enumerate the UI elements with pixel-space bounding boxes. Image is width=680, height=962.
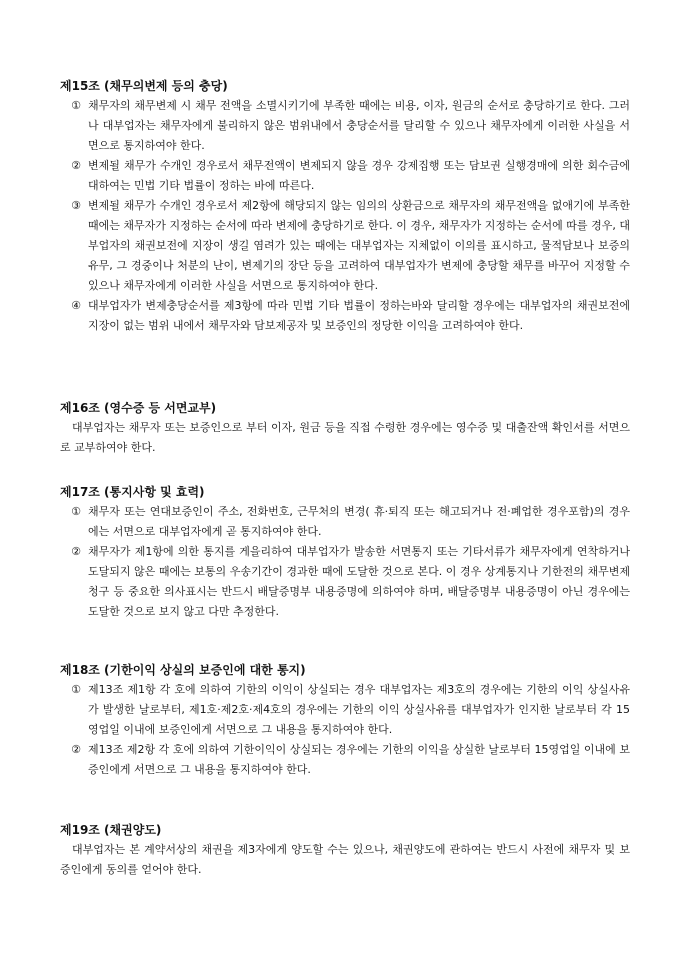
item-text: 제13조 제1항 각 호에 의하여 기한의 이익이 상실되는 경우 대부업자는 제3호의 경우에는 기한의 이익 상실사유가 발생한 날로부터, 제1호·제2호·제4호의 경우에는 기한의 이익 상실사유를 대부업자가 인지한 날로부터 각 15영업일 이내에 보증인에게 서면으로 그 내용을 통지하여야 한다. <box>88 683 630 736</box>
article-17 <box>60 484 630 622</box>
article-heading: 제19조 (채권양도) <box>60 823 162 837</box>
item-number: ② <box>71 159 81 172</box>
article-16 <box>60 400 630 458</box>
article-item <box>60 542 630 622</box>
article-19 <box>60 822 630 880</box>
item-text: 변제될 채무가 수개인 경우로서 채무전액이 변제되지 않을 경우 강제집행 또는 담보권 실행경매에 의한 회수금에 대하여는 민법 기타 법률이 정하는 바에 따른다. <box>88 159 630 192</box>
article-heading: 제17조 (통지사항 및 효력) <box>60 485 205 499</box>
item-number: ② <box>71 545 81 558</box>
article-heading: 제16조 (영수증 등 서면교부) <box>60 401 217 415</box>
article-item <box>60 96 630 156</box>
article-heading: 제15조 (채무의변제 등의 충당) <box>60 79 228 93</box>
article-paragraph: 대부업자는 본 계약서상의 채권을 제3자에게 양도할 수는 있으나, 채권양도에 관하여는 반드시 사전에 채무자 및 보증인에게 동의를 얻어야 한다. <box>60 843 630 876</box>
item-number: ① <box>71 505 81 518</box>
item-text: 채무자 또는 연대보증인이 주소, 전화번호, 근무처의 변경( 휴·퇴직 또는 해고되거나 전·폐업한 경우포함)의 경우에는 서면으로 대부업자에게 곧 통지하여야 한다. <box>88 505 630 538</box>
item-number: ② <box>71 743 81 756</box>
article-15 <box>60 78 630 336</box>
item-text: 변제될 채무가 수개인 경우로서 제2항에 해당되지 않는 임의의 상환금으로 채무자의 채무전액을 없애기에 부족한 때에는 채무자가 지정하는 순서에 따라 변제에 충당하기로 한다. 이 경우, 채무자가 지정하는 순서에 따를 경우, 대부업자의 채권보전에 지장이 생길 염려가 있는 때에는 대부업자는 지체없이 이의를 표시하고, 물적담보나 보증의 유무, 그 경중이나 처분의 난이, 변제기의 장단 등을 고려하여 대부업자가 변제에 충당할 채무를 바꾸어 지정할 수 있으나 채무자에게 이러한 사실을 서면으로 통지하여야 한다. <box>88 199 630 292</box>
article-item <box>60 156 630 196</box>
item-number: ① <box>71 683 81 696</box>
article-item <box>60 296 630 336</box>
article-18 <box>60 662 630 780</box>
article-item <box>60 740 630 780</box>
item-number: ③ <box>71 199 81 212</box>
item-text: 채무자가 제1항에 의한 통지를 게을리하여 대부업자가 발송한 서면통지 또는 기타서류가 채무자에게 연착하거나 도달되지 않은 때에는 보통의 우송기간이 경과한 때에 도달한 것으로 본다. 이 경우 상계통지나 기한전의 채무변제 청구 등 중요한 의사표시는 반드시 배달증명부 내용증명에 의하여야 하며, 배달증명부 내용증명이 아닌 경우에는 도달한 것으로 보지 않고 다만 추정한다. <box>88 545 630 618</box>
item-number: ① <box>71 99 81 112</box>
item-text: 채무자의 채무변제 시 채무 전액을 소멸시키기에 부족한 때에는 비용, 이자, 원금의 순서로 충당하기로 한다. 그러나 대부업자는 채무자에게 불리하지 않은 범위내에서 충당순서를 달리할 수 있으나 채무자에게 이러한 사실을 서면으로 통지하여야 한다. <box>88 99 630 152</box>
item-number: ④ <box>71 299 81 312</box>
item-text: 대부업자가 변제충당순서를 제3항에 따라 민법 기타 법률이 정하는바와 달리할 경우에는 대부업자의 채권보전에 지장이 없는 범위 내에서 채무자와 담보제공자 및 보증인의 정당한 이익을 고려하여야 한다. <box>88 299 630 332</box>
article-item <box>60 502 630 542</box>
article-paragraph: 대부업자는 채무자 또는 보증인으로 부터 이자, 원금 등을 직접 수령한 경우에는 영수증 및 대출잔액 확인서를 서면으로 교부하여야 한다. <box>60 421 630 454</box>
article-heading: 제18조 (기한이익 상실의 보증인에 대한 통지) <box>60 663 306 677</box>
article-item <box>60 196 630 296</box>
article-item <box>60 680 630 740</box>
item-text: 제13조 제2항 각 호에 의하여 기한이익이 상실되는 경우에는 기한의 이익을 상실한 날로부터 15영업일 이내에 보증인에게 서면으로 그 내용을 통지하여야 한다. <box>88 743 630 776</box>
